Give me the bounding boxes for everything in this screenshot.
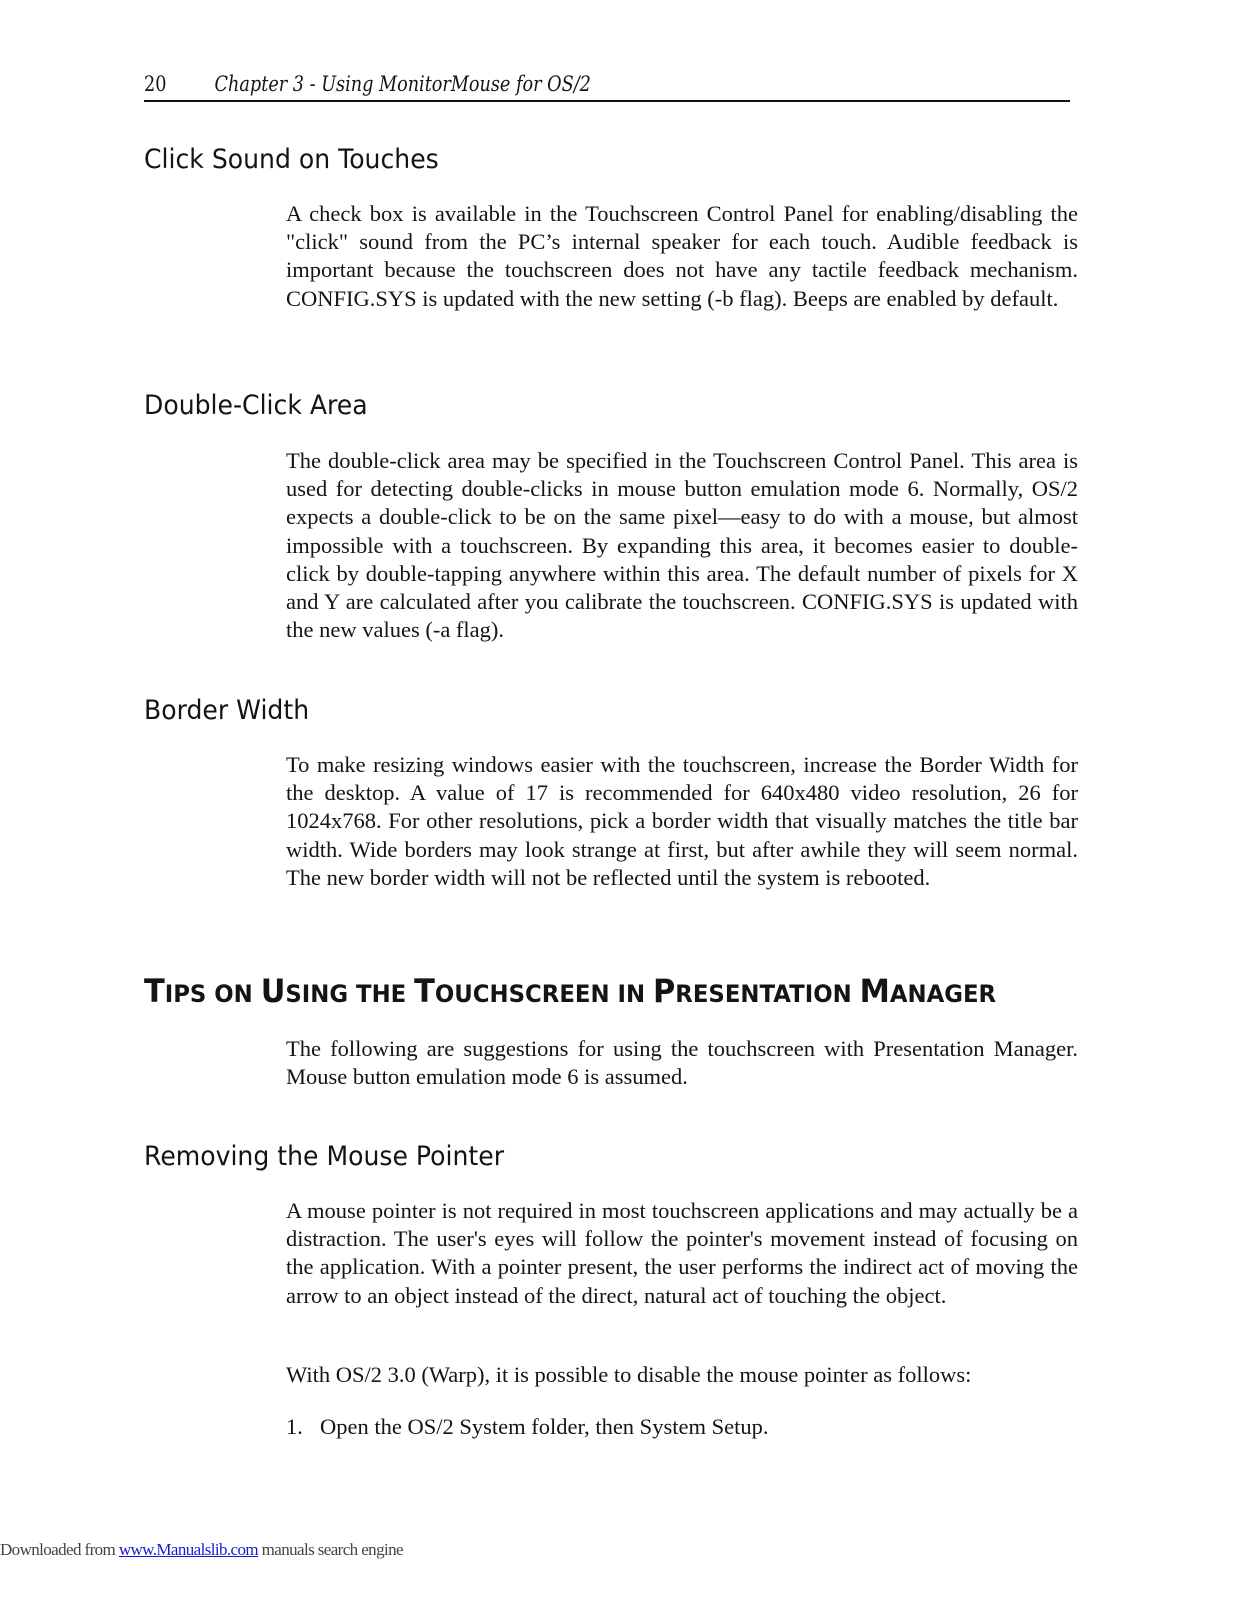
paragraph-tips: The following are suggestions for using the touchscreen with Presentation Manager. Mouse button emulation mode 6 is assumed. (286, 1036, 1078, 1090)
heading-border-width: Border Width (144, 695, 310, 726)
download-footer: Downloaded from www.Manualslib.com manuals search engine (0, 1540, 403, 1559)
step-number: 1. (286, 1414, 303, 1439)
paragraph-click-sound: A check box is available in the Touchscreen Control Panel for enabling/disabling the "click" sound from the PC’s internal speaker for each touch. Audible feedback is important because the touchscreen does not have any tactile feedback mechanism. CONFIG.SYS is updated with the new setting (-b flag). Beeps are enabled by default. (286, 201, 1078, 311)
running-header (144, 72, 1070, 102)
heading-double-click-area: Double-Click Area (144, 390, 368, 421)
heading-click-sound: Click Sound on Touches (144, 144, 439, 175)
heading-removing-mouse-pointer: Removing the Mouse Pointer (144, 1141, 505, 1172)
manualslib-link[interactable]: www.Manualslib.com (118, 1540, 259, 1559)
paragraph-disable-pointer-intro: With OS/2 3.0 (Warp), it is possible to disable the mouse pointer as follows: (286, 1362, 972, 1387)
paragraph-removing-mouse-pointer: A mouse pointer is not required in most touchscreen applications and may actually be a distraction. The user's eyes will follow the pointer's movement instead of focusing on the application. With a pointer present, the user performs the indirect act of moving the arrow to an object instead of the direct, natural act of touching the object. (286, 1198, 1078, 1308)
running-header-text (144, 72, 591, 96)
page-number: 20 (144, 72, 167, 96)
paragraph-border-width: To make resizing windows easier with the touchscreen, increase the Border Width for the desktop. A value of 17 is recommended for 640x480 video resolution, 26 for 1024x768. For other resolutions, pick a border width that visually matches the title bar width. Wide borders may look strange at first, but after awhile they will seem normal. The new border width will not be reflected until the system is rebooted. (286, 752, 1078, 890)
step-text: Open the OS/2 System folder, then System Setup. (320, 1414, 769, 1439)
list-item-step-1 (286, 1413, 1078, 1441)
chapter-title: Chapter 3 - Using MonitorMouse for OS/2 (214, 72, 591, 96)
paragraph-double-click-area: The double-click area may be specified in the Touchscreen Control Panel. This area is used for detecting double-clicks in mouse button emulation mode 6. Normally, OS/2 expects a double-click to be on the same pixel—easy to do with a mouse, but almost impossible with a touchscreen. By expanding this area, it becomes easier to double-click by double-tapping anywhere within this area. The default number of pixels for X and Y are calculated after you calibrate the touchscreen. CONFIG.SYS is updated with the new values (-a flag). (286, 448, 1078, 643)
heading-tips-presentation-manager: TIPS ON USING THE TOUCHSCREEN IN PRESENTATION MANAGER (144, 972, 997, 1010)
